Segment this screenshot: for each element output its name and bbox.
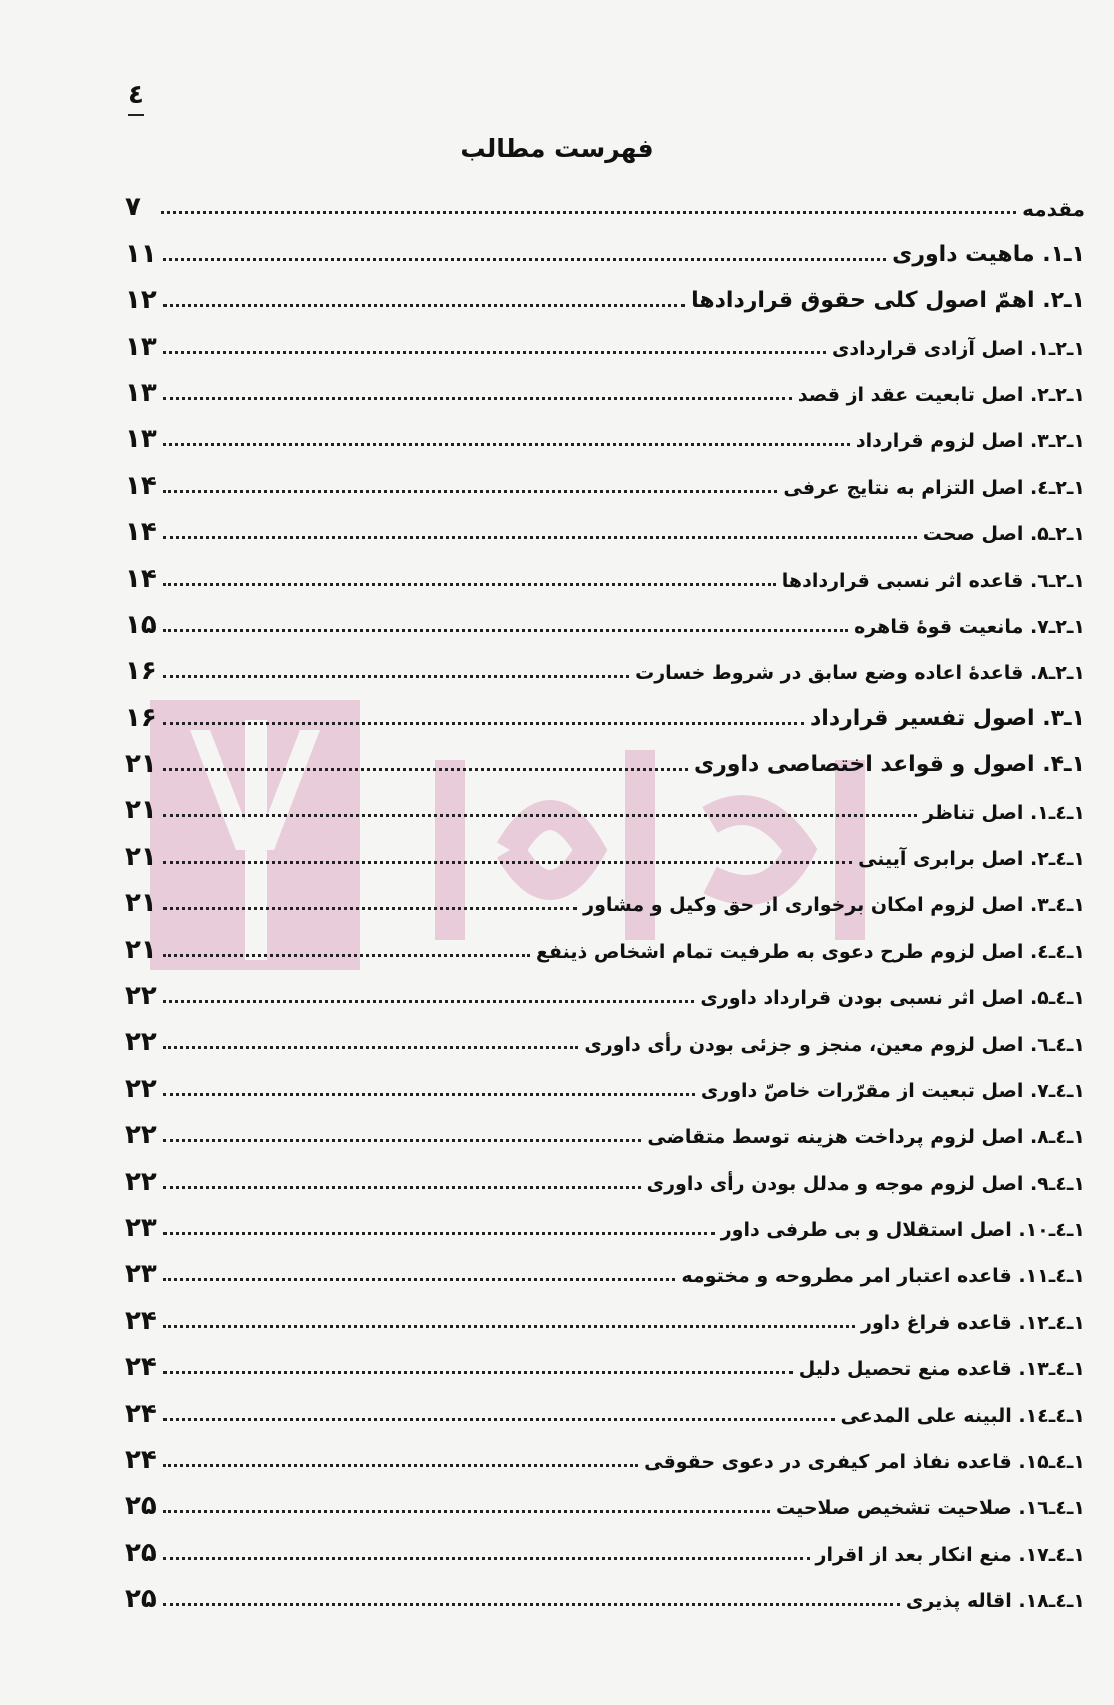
toc-entry-title: ۱ـ۲ـ۲. اصل تابعیت عقد از قصد xyxy=(797,384,1085,407)
dot-leader xyxy=(163,304,685,307)
toc-entry-title: ۱ـ۲ـ۸. قاعدهٔ اعاده وضع سابق در شروط خسارت xyxy=(635,662,1085,685)
toc-entry-page-number: ۱۶ xyxy=(125,702,157,733)
dot-leader xyxy=(163,1510,770,1513)
toc-entry-page-number: ۱۱ xyxy=(125,238,157,269)
toc-entry-title: ۱ـ٤ـ۱٦. صلاحیت تشخیص صلاحیت xyxy=(775,1497,1085,1520)
toc-entry-page-number: ۲۴ xyxy=(125,1305,157,1336)
toc-entry[interactable] xyxy=(125,1293,1085,1339)
toc-entry-title: ۱ـ٤ـ۱٤. البینه علی المدعی xyxy=(840,1404,1085,1427)
toc-entry-title: ۱ـ٤ـ٦. اصل لزوم معین، منجز و جزئی بودن رأی داوری xyxy=(584,1033,1085,1056)
toc-entry-title: ۱ـ٤ـ۱۵. قاعده نفاذ امر کیفری در دعوی حقوقی xyxy=(644,1451,1085,1474)
toc-entry[interactable] xyxy=(125,412,1085,458)
toc-entry[interactable] xyxy=(125,1108,1085,1154)
dot-leader xyxy=(163,536,917,539)
toc-entry-title: ۱ـ٤ـ۱۲. قاعده فراغ داور xyxy=(861,1311,1085,1334)
toc-entry-title: ۱ـ٤ـ۲. اصل برابری آیینی xyxy=(858,847,1085,870)
toc-entry-title: ۱ـ٤ـ۵. اصل اثر نسبی بودن قرارداد داوری xyxy=(700,987,1085,1010)
toc-entry-page-number: ۲۳ xyxy=(125,1259,157,1290)
toc-entry-page-number: ۱۴ xyxy=(125,563,157,594)
toc-entry-page-number: ۱۳ xyxy=(125,377,157,408)
toc-entry-title: مقدمه xyxy=(1022,197,1085,222)
dot-leader xyxy=(163,1186,641,1189)
toc-entry-page-number: ۲۱ xyxy=(125,795,157,826)
dot-leader xyxy=(163,814,917,817)
dot-leader xyxy=(163,722,804,725)
toc-entry-page-number: ۲۴ xyxy=(125,1398,157,1429)
toc-entry-page-number: ۲۵ xyxy=(125,1491,157,1522)
toc-entry[interactable] xyxy=(125,1386,1085,1432)
toc-entry[interactable] xyxy=(125,1201,1085,1247)
table-of-contents xyxy=(125,180,1085,1618)
toc-entry-page-number: ۱۲ xyxy=(125,285,157,316)
toc-entry[interactable] xyxy=(125,783,1085,829)
toc-entry-title: ۱ـ٤ـ۸. اصل لزوم پرداخت هزینه توسط متقاضی xyxy=(647,1126,1085,1149)
toc-entry-page-number: ۷ xyxy=(125,192,141,223)
toc-entry[interactable] xyxy=(125,226,1085,272)
toc-entry[interactable] xyxy=(125,644,1085,690)
dot-leader xyxy=(163,397,792,400)
toc-entry[interactable] xyxy=(125,1433,1085,1479)
page-marker: ٤ xyxy=(128,80,144,110)
toc-entry-title: ۱ـ٤ـ۱. اصل تناظر xyxy=(923,801,1085,824)
toc-entry-page-number: ۲۱ xyxy=(125,888,157,919)
dot-leader xyxy=(163,1325,855,1328)
toc-entry-title: ۱ـ۱. ماهیت داوری xyxy=(892,241,1085,267)
toc-entry[interactable] xyxy=(125,180,1085,226)
dot-leader xyxy=(163,629,848,632)
toc-entry-title: ۱ـ٤ـ٤. اصل لزوم طرح دعوی به طرفیت تمام اشخاص ذینفع xyxy=(535,940,1085,963)
toc-entry[interactable] xyxy=(125,690,1085,736)
toc-entry[interactable] xyxy=(125,829,1085,875)
dot-leader xyxy=(163,1557,810,1560)
toc-entry[interactable] xyxy=(125,505,1085,551)
toc-entry-page-number: ۲۴ xyxy=(125,1352,157,1383)
toc-entry-title: ۱ـ٤ـ۷. اصل تبعیت از مقرّرات خاصّ داوری xyxy=(700,1079,1085,1102)
toc-entry[interactable] xyxy=(125,1479,1085,1525)
toc-entry-title: ۱ـ٤ـ۱۱. قاعده اعتبار امر مطروحه و مختومه xyxy=(681,1265,1085,1288)
toc-entry[interactable] xyxy=(125,598,1085,644)
toc-entry[interactable] xyxy=(125,1015,1085,1061)
toc-entry[interactable] xyxy=(125,876,1085,922)
dot-leader xyxy=(163,675,629,678)
toc-entry-page-number: ۲۲ xyxy=(125,1073,157,1104)
toc-entry-title: ۱ـ٤ـ۱۸. اقاله پذیری xyxy=(905,1590,1085,1613)
toc-entry-title: ۱ـ٤ـ۹. اصل لزوم موجه و مدلل بودن رأی داوری xyxy=(646,1172,1085,1195)
toc-entry-title: ۱ـ۲ـ٤. اصل التزام به نتایج عرفی xyxy=(783,476,1085,499)
toc-entry-page-number: ۲۱ xyxy=(125,841,157,872)
toc-entry-page-number: ۲۵ xyxy=(125,1584,157,1615)
dot-leader xyxy=(161,211,1016,214)
toc-entry-page-number: ۲۱ xyxy=(125,934,157,965)
toc-entry-title: ۱ـ۲ـ۳. اصل لزوم قرارداد xyxy=(855,430,1085,453)
toc-entry[interactable] xyxy=(125,1340,1085,1386)
toc-entry-title: ۱ـ٤ـ۱۳. قاعده منع تحصیل دلیل xyxy=(798,1358,1085,1381)
toc-entry[interactable] xyxy=(125,458,1085,504)
toc-entry[interactable] xyxy=(125,969,1085,1015)
dot-leader xyxy=(163,907,577,910)
toc-entry-title: ۱ـ۴. اصول و قواعد اختصاصی داوری xyxy=(693,751,1085,777)
toc-entry-page-number: ۲۲ xyxy=(125,981,157,1012)
toc-entry[interactable] xyxy=(125,737,1085,783)
toc-entry[interactable] xyxy=(125,1154,1085,1200)
toc-entry-page-number: ۲۲ xyxy=(125,1027,157,1058)
dot-leader xyxy=(163,1232,715,1235)
dot-leader xyxy=(163,443,850,446)
toc-entry-page-number: ۲۳ xyxy=(125,1212,157,1243)
toc-entry-title: ۱ـ٤ـ۱۰. اصل استقلال و بی طرفی داور xyxy=(720,1219,1085,1242)
toc-entry-title: ۱ـ۲ـ۵. اصل صحت xyxy=(922,523,1085,546)
dot-leader xyxy=(163,583,776,586)
toc-entry[interactable] xyxy=(125,551,1085,597)
dot-leader xyxy=(163,1603,900,1606)
toc-entry-title: ۱ـ٤ـ۱۷. منع انکار بعد از اقرار xyxy=(815,1543,1085,1566)
dot-leader xyxy=(163,768,688,771)
toc-entry[interactable] xyxy=(125,319,1085,365)
toc-entry-page-number: ۲۴ xyxy=(125,1444,157,1475)
toc-entry[interactable] xyxy=(125,1525,1085,1571)
dot-leader xyxy=(163,1464,638,1467)
toc-entry[interactable] xyxy=(125,1061,1085,1107)
toc-entry-page-number: ۱۴ xyxy=(125,470,157,501)
toc-entry-title: ۱ـ۳. اصول تفسیر قرارداد xyxy=(810,705,1085,731)
toc-entry-title: ۱ـ۲ـ٦. قاعده اثر نسبی قراردادها xyxy=(781,569,1085,592)
toc-entry[interactable] xyxy=(125,1572,1085,1618)
toc-entry-page-number: ۲۲ xyxy=(125,1166,157,1197)
page-title: فهرست مطالب xyxy=(460,134,654,163)
toc-entry-title: ۱ـ۲ـ۱. اصل آزادی قراردادی xyxy=(832,337,1085,360)
dot-leader xyxy=(163,1371,793,1374)
toc-entry-title: ۱ـ۲. اهمّ اصول کلی حقوق قراردادها xyxy=(691,287,1085,313)
toc-entry[interactable] xyxy=(125,273,1085,319)
toc-entry-title: ۱ـ۲ـ۷. مانعیت قوهٔ قاهره xyxy=(854,616,1085,639)
dot-leader xyxy=(163,861,852,864)
dot-leader xyxy=(163,258,886,261)
dot-leader xyxy=(163,1000,695,1003)
toc-entry-page-number: ۲۱ xyxy=(125,749,157,780)
dot-leader xyxy=(163,954,530,957)
dot-leader xyxy=(163,1278,676,1281)
toc-entry-page-number: ۱۵ xyxy=(125,609,157,640)
toc-entry-page-number: ۲۲ xyxy=(125,1120,157,1151)
dot-leader xyxy=(163,1093,695,1096)
toc-entry-page-number: ۲۵ xyxy=(125,1537,157,1568)
toc-entry-page-number: ۱۴ xyxy=(125,517,157,548)
dot-leader xyxy=(163,351,826,354)
toc-entry-page-number: ۱۳ xyxy=(125,424,157,455)
toc-entry[interactable] xyxy=(125,366,1085,412)
dot-leader xyxy=(163,490,778,493)
dot-leader xyxy=(163,1139,642,1142)
toc-entry-page-number: ۱۶ xyxy=(125,656,157,687)
toc-entry-page-number: ۱۳ xyxy=(125,331,157,362)
toc-entry-title: ۱ـ٤ـ۳. اصل لزوم امکان برخواری از حق وکیل و مشاور xyxy=(583,894,1085,917)
dot-leader xyxy=(163,1418,835,1421)
toc-entry[interactable] xyxy=(125,922,1085,968)
toc-entry[interactable] xyxy=(125,1247,1085,1293)
dot-leader xyxy=(163,1046,579,1049)
